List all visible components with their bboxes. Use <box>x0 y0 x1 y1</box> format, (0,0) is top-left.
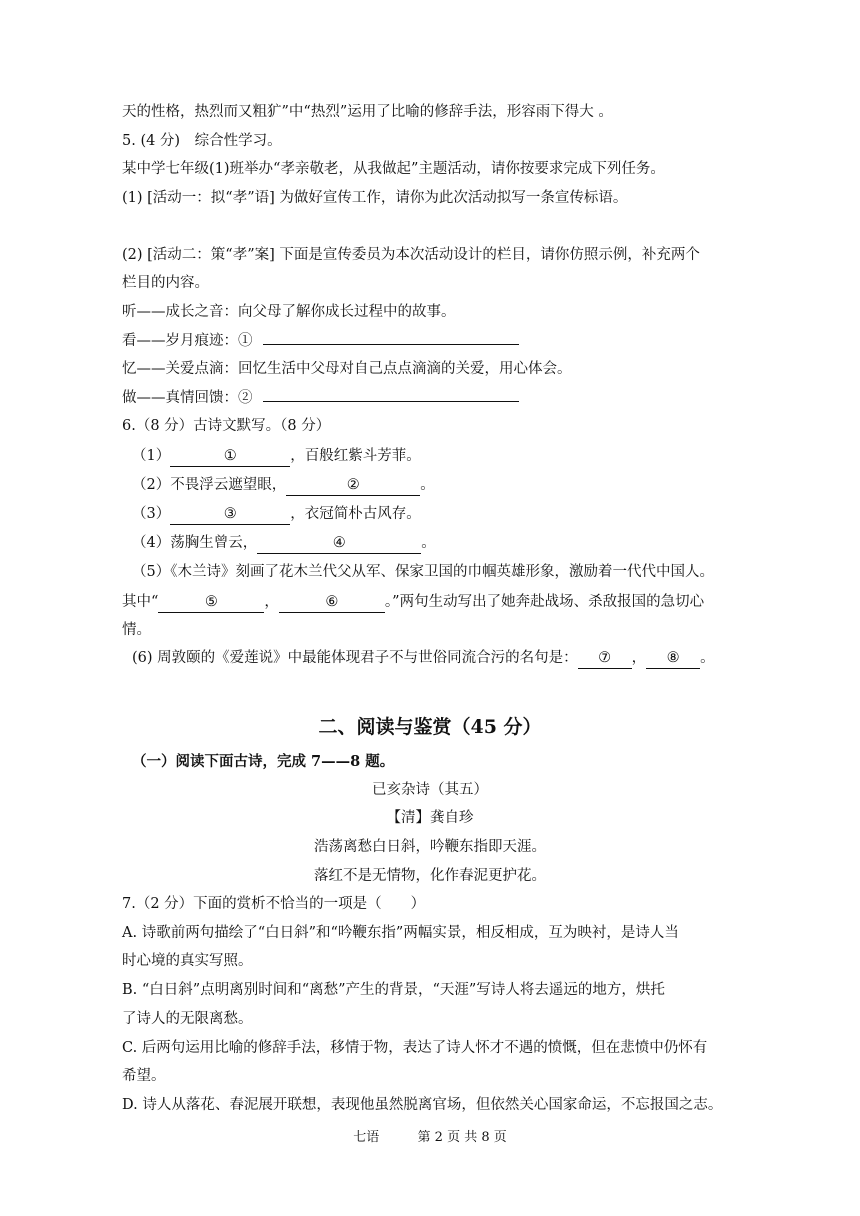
blank-marker: ① <box>223 448 237 464</box>
poem-recall-5-line2 <box>122 592 704 613</box>
poem-line-1: 浩荡离愁白日斜，吟鞭东指即天涯。 <box>314 839 546 855</box>
blank-marker: ⑧ <box>666 650 680 666</box>
blank-marker: ④ <box>332 535 346 551</box>
poem-title: 已亥杂诗（其五） <box>372 782 488 798</box>
item-number: （3） <box>132 506 171 522</box>
blank-8[interactable] <box>646 648 700 669</box>
blank-marker: ⑦ <box>598 650 612 666</box>
blank-6[interactable] <box>279 592 385 613</box>
option-c-line2: 希望。 <box>122 1068 166 1084</box>
item-number: （1） <box>132 448 171 464</box>
option-a-line1: A. 诗歌前两句描绘了“白日斜”和“吟鞭东指”两幅实景，相反相成，互为映衬，是诗人当 <box>122 925 679 941</box>
blank-7[interactable] <box>578 648 632 669</box>
blank-marker: ② <box>346 477 360 493</box>
question-5-intro: 某中学七年级(1)班举办“孝亲敬老，从我做起”主题活动，请你按要求完成下列任务。 <box>122 161 665 177</box>
text-line: 天的性格，热烈而又粗犷”中“热烈”运用了比喻的修辞手法，形容雨下得大 。 <box>122 104 613 120</box>
poem-recall-5-line1: （5）《木兰诗》刻画了花木兰代父从军、保家卫国的巾帼英雄形象，激励着一代代中国人。 <box>132 564 714 580</box>
item-separator: ， <box>264 594 279 610</box>
question-5-part-1: (1) [活动一：拟“孝”语] 为做好宣传工作，请你为此次活动拟写一条宣传标语。 <box>122 190 628 206</box>
item-text: 。 <box>700 650 715 666</box>
option-b-line1: B. “白日斜”点明离别时间和“离愁”产生的背景，“天涯”写诗人将去遥远的地方，烘托 <box>122 982 665 998</box>
item-text: 。 <box>420 477 435 493</box>
answer-blank-1[interactable] <box>263 330 519 345</box>
question-5-title: 5. (4 分) 综合性学习。 <box>122 133 282 149</box>
column-zuo-label: 做——真情回馈：② <box>122 390 253 406</box>
poem-recall-5-line3: 情。 <box>122 622 151 638</box>
question-5-part-2-line2: 栏目的内容。 <box>122 275 209 291</box>
footer-subject: 七语 <box>353 1130 380 1145</box>
option-b-line2: 了诗人的无限离愁。 <box>122 1011 253 1027</box>
question-7-stem: 7.（2 分）下面的赏析不恰当的一项是（ ） <box>122 896 426 912</box>
column-kan <box>122 330 519 351</box>
blank-3[interactable] <box>170 504 290 525</box>
blank-5[interactable] <box>158 592 264 613</box>
page-footer <box>0 1128 860 1148</box>
poem-author: 【清】龚自珍 <box>386 810 474 826</box>
option-a-line2: 时心境的真实写照。 <box>122 953 253 969</box>
footer-page-number: 第 2 页 共 8 页 <box>417 1130 507 1145</box>
item-text: ，百般红紫斗芳菲。 <box>290 448 421 464</box>
item-text: 其中“ <box>122 594 159 610</box>
poem-recall-3 <box>132 504 421 525</box>
item-text: ，衣冠简朴古风存。 <box>290 506 421 522</box>
column-kan-label: 看——岁月痕迹：① <box>122 333 253 349</box>
blank-marker: ⑤ <box>204 594 218 610</box>
item-text: (6) 周敦颐的《爱莲说》中最能体现君子不与世俗同流合污的名句是： <box>132 650 578 666</box>
item-text: （2）不畏浮云遮望眼， <box>132 477 287 493</box>
item-text: （4）荡胸生曾云， <box>132 535 258 551</box>
item-text: 。”两句生动写出了她奔赴战场、杀敌报国的急切心 <box>384 594 705 610</box>
poem-recall-1 <box>132 446 421 467</box>
option-d-line1: D. 诗人从落花、春泥展开联想，表现他虽然脱离官场，但依然关心国家命运，不忘报国之志。 <box>122 1097 723 1113</box>
item-separator: ， <box>631 650 647 666</box>
subsection-title: （一）阅读下面古诗，完成 7——8 题。 <box>132 753 395 770</box>
item-text: 。 <box>421 535 436 551</box>
question-5-part-2-line1: (2) [活动二：策“孝”案] 下面是宣传委员为本次活动设计的栏目，请你仿照示例，补充两个 <box>122 247 700 263</box>
column-ting: 听——成长之音：向父母了解你成长过程中的故事。 <box>122 304 456 320</box>
option-c-line1: C. 后两句运用比喻的修辞手法，移情于物，表达了诗人怀才不遇的愤慨，但在悲愤中仍怀有 <box>122 1040 708 1056</box>
blank-marker: ⑥ <box>325 594 339 610</box>
blank-marker: ③ <box>223 506 237 522</box>
answer-blank-2[interactable] <box>263 387 519 402</box>
poem-line-2: 落红不是无情物，化作春泥更护花。 <box>314 868 546 884</box>
section-title: 二、阅读与鉴赏（45 分） <box>318 716 542 738</box>
column-zuo <box>122 387 519 408</box>
question-6-title: 6.（8 分）古诗文默写。（8 分） <box>122 418 331 434</box>
blank-2[interactable] <box>286 475 420 496</box>
column-yi: 忆——关爱点滴：回忆生活中父母对自己点点滴滴的关爱，用心体会。 <box>122 361 572 377</box>
blank-1[interactable] <box>170 446 290 467</box>
blank-4[interactable] <box>257 533 421 554</box>
poem-recall-4 <box>132 533 436 554</box>
poem-recall-2 <box>132 475 435 496</box>
poem-recall-6 <box>132 648 715 669</box>
